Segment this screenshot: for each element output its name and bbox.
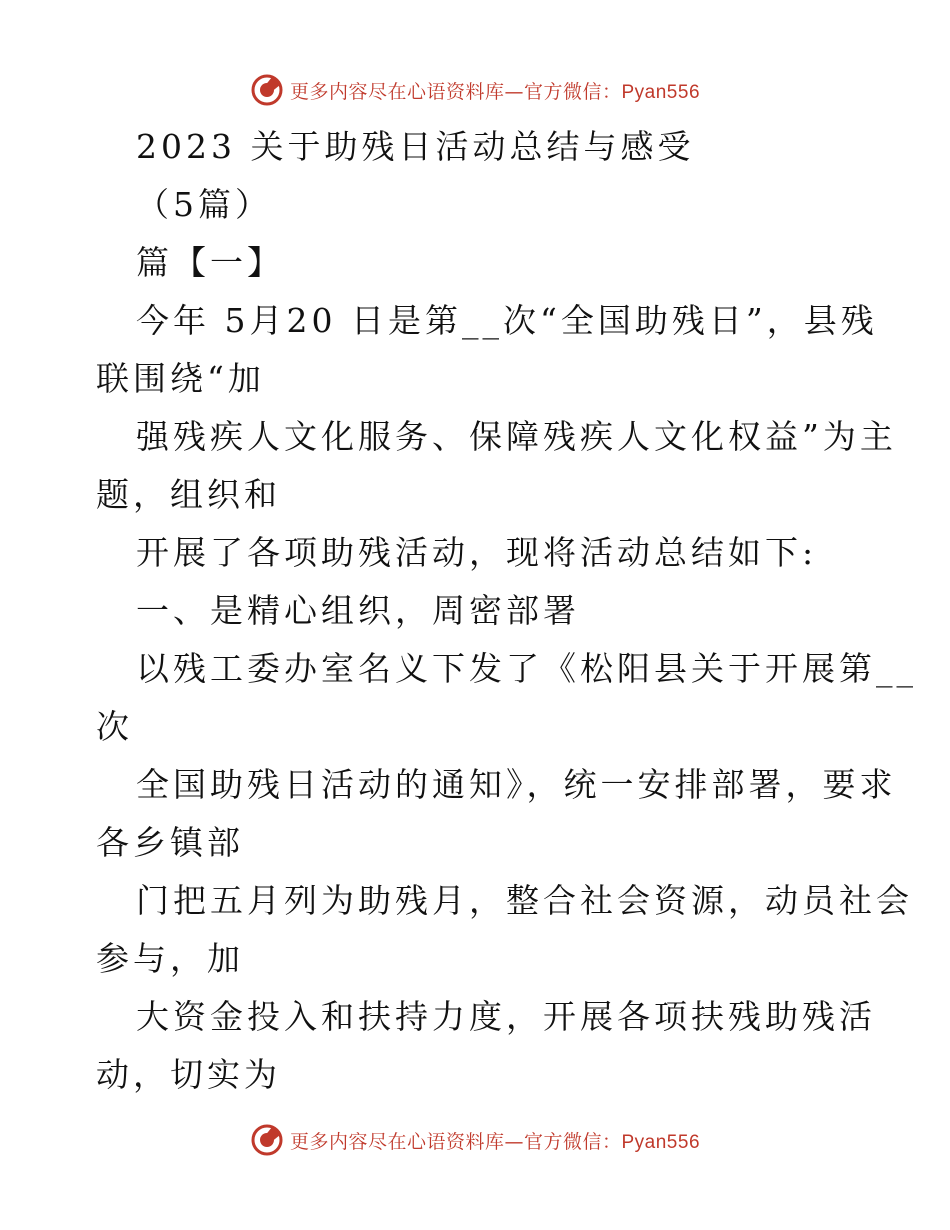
ink-brush-logo-icon [250,73,284,107]
paragraph-line: 一、是精心组织，周密部署 [136,591,580,630]
paragraph-line: 全国助残日活动的通知》，统一安排部署，要求 [136,765,897,804]
watermark-wechat-id: Pyan556 [621,81,701,103]
paragraph-line: 联围绕“加 [96,359,265,398]
paragraph-line: 开展了各项助残活动，现将活动总结如下: [136,533,818,572]
paragraph-line: 以残工委办室名义下发了《松阳县关于开展第__ [136,649,917,688]
watermark-label: 更多内容尽在心语资料库—官方微信： [289,1130,622,1153]
watermark-wechat-id: Pyan556 [621,1131,701,1153]
paragraph-line: 今年 5月20 日是第__次“全国助残日”，县残 [136,301,878,340]
document-subtitle: （5篇） [136,185,272,224]
watermark-text [290,1127,700,1154]
watermark-label: 更多内容尽在心语资料库—官方微信： [289,80,622,103]
paragraph-line: 门把五月列为助残月，整合社会资源，动员社会 [136,881,913,920]
watermark-text [290,77,700,104]
paragraph-line: 参与，加 [96,939,244,978]
paragraph-line: 强残疾人文化服务、保障残疾人文化权益”为主 [136,417,897,456]
document-body [96,118,917,1104]
watermark-footer [0,1120,950,1160]
paragraph-line: 动，切实为 [96,1055,281,1094]
paragraph-line: 大资金投入和扶持力度，开展各项扶残助残活 [136,997,876,1036]
watermark-header [0,70,950,110]
paragraph-line: 次 [96,707,133,746]
ink-brush-logo-icon [250,1123,284,1157]
document-title: 2023 关于助残日活动总结与感受 [136,127,695,166]
section-heading: 篇【一】 [136,243,284,282]
paragraph-line: 各乡镇部 [96,823,244,862]
paragraph-line: 题，组织和 [96,475,281,514]
